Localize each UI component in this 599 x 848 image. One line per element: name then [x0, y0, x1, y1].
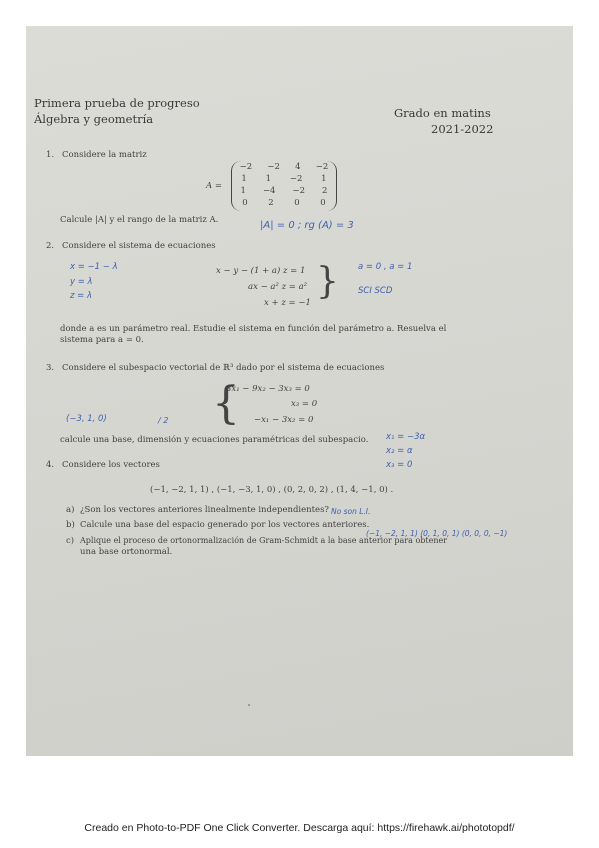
- q3-hw-vector: (−3, 1, 0): [66, 414, 107, 424]
- q2-hw-x: x = −1 − λ: [70, 262, 118, 272]
- q1-task: Calcule |A| y el rango de la matriz A.: [60, 215, 219, 225]
- q4-item-c-label: c): [66, 536, 75, 546]
- q3-task: calcule una base, dimensión y ecuaciones paramétricas del subespacio.: [60, 435, 369, 445]
- exam-title: Primera prueba de progreso: [34, 96, 200, 110]
- q2-eq-2: ax − a² z = a²: [248, 282, 308, 292]
- q3-eq-1: 3x₁ − 9x₂ − 3x₃ = 0: [226, 384, 310, 394]
- left-brace-icon: {: [212, 378, 240, 429]
- q4-text: Considere los vectores: [62, 460, 160, 470]
- q2-number: 2.: [46, 241, 55, 251]
- q3-eq-3: −x₁ − 3x₂ = 0: [254, 415, 314, 425]
- q4-hw-answer-b: (−1, −2, 1, 1) (0, 1, 0, 1) (0, 0, 0, −1): [366, 529, 508, 538]
- academic-year: 2021-2022: [431, 122, 494, 136]
- q4-item-a-label: a): [66, 505, 75, 515]
- right-brace-icon: }: [316, 261, 339, 302]
- q2-text: Considere el sistema de ecuaciones: [62, 241, 216, 251]
- converter-footer: Creado en Photo-to-PDF One Click Converter. Descarga aquí: https://firehawk.ai/phototopdf/: [84, 822, 515, 834]
- q4-item-b-label: b): [66, 520, 75, 530]
- matrix-row: 1 1 −2 1: [241, 174, 327, 184]
- q4-item-a-text: ¿Son los vectores anteriores linealmente independientes?: [80, 505, 329, 515]
- q3-hw-mark: / 2: [158, 416, 169, 425]
- q3-text: Considere el subespacio vectorial de ℝ³ dado por el sistema de ecuaciones: [62, 363, 385, 373]
- degree-name: Grado en matins: [394, 106, 491, 120]
- q4-item-c-text: Aplique el proceso de ortonormalización de Gram-Schmidt a la base anterior para obtener: [80, 536, 448, 545]
- matrix-label: A =: [206, 181, 222, 191]
- q3-hw-x1: x₁ = −3α: [386, 432, 426, 442]
- q3-number: 3.: [46, 363, 55, 373]
- q2-text-2: donde a es un parámetro real. Estudie el sistema en función del parámetro a. Resuelva el: [60, 324, 447, 334]
- q2-hw-y: y = λ: [70, 277, 93, 287]
- q2-eq-1: x − y − (1 + a) z = 1: [216, 266, 306, 276]
- q3-hw-x3: x₃ = 0: [386, 460, 413, 470]
- q1-number: 1.: [46, 150, 55, 160]
- q2-text-3: sistema para a = 0.: [60, 335, 144, 345]
- q4-vectors: (−1, −2, 1, 1) , (−1, −3, 1, 0) , (0, 2, 0, 2) , (1, 4, −1, 0) .: [150, 485, 394, 495]
- q3-eq-2: x₃ = 0: [291, 399, 318, 409]
- q2-hw-parameter-values: a = 0 , a = 1: [358, 262, 413, 272]
- q4-item-c-text-cont: una base ortonormal.: [80, 547, 173, 557]
- q3-hw-x2: x₂ = α: [386, 446, 413, 456]
- page-speck: [248, 704, 250, 706]
- matrix-row: −2 −2 4 −2: [239, 162, 329, 172]
- exam-subject: Álgebra y geometría: [34, 112, 154, 126]
- scanned-page: [26, 26, 573, 756]
- q2-hw-z: z = λ: [70, 291, 93, 301]
- q2-eq-3: x + z = −1: [264, 298, 311, 308]
- matrix-a: [231, 161, 337, 211]
- matrix-row: 1 −4 −2 2: [240, 186, 328, 196]
- q4-item-b-text: Calcule una base del espacio generado por los vectores anteriores.: [80, 520, 370, 530]
- q1-text: Considere la matriz: [62, 150, 147, 160]
- q4-number: 4.: [46, 460, 55, 470]
- q1-handwritten-answer: |A| = 0 ; rg (A) = 3: [260, 220, 354, 231]
- q4-hw-answer-a: No son L.I.: [331, 507, 371, 516]
- matrix-row: 0 2 0 0: [242, 198, 326, 208]
- q2-hw-classification: SCI SCD: [358, 286, 393, 296]
